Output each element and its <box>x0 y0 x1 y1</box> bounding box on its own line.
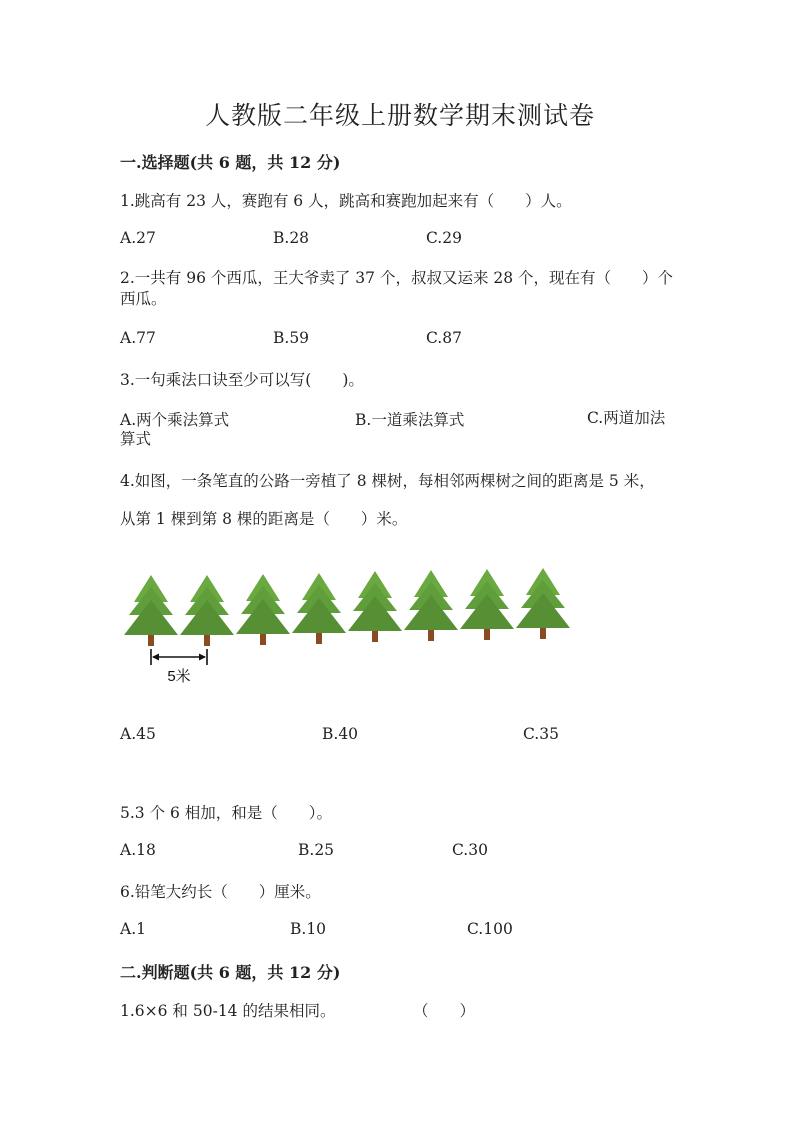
question-1: 1.跳高有 23 人，赛跑有 6 人，跳高和赛跑加起来有（ ）人。 <box>120 192 572 210</box>
question-4-line2: 从第 1 棵到第 8 棵的距离是（ ）米。 <box>120 510 408 528</box>
tree-7 <box>460 569 514 640</box>
tree-1 <box>124 575 178 646</box>
q4-option-b[interactable]: B.40 <box>322 725 359 743</box>
question-6: 6.铅笔大约长（ ）厘米。 <box>120 883 321 901</box>
tree-2 <box>180 575 234 646</box>
q3-option-a[interactable]: A.两个乘法算式 <box>120 411 230 429</box>
q3-option-c[interactable]: C.两道加法算式 <box>120 409 666 448</box>
tree-figure <box>118 560 578 690</box>
section-heading-choice: 一.选择题(共 6 题，共 12 分) <box>120 153 341 172</box>
tree-6 <box>404 570 458 641</box>
q6-option-a[interactable]: A.1 <box>120 920 146 938</box>
judge-question-1: 1.6×6 和 50-14 的结果相同。 <box>120 1002 336 1020</box>
q1-option-b[interactable]: B.28 <box>273 229 310 247</box>
q1-option-c[interactable]: C.29 <box>426 229 462 247</box>
q4-option-a[interactable]: A.45 <box>120 725 156 743</box>
tree-3 <box>236 574 290 645</box>
tree-5 <box>348 571 402 642</box>
q2-option-b[interactable]: B.59 <box>273 329 310 347</box>
question-4: 4.如图，一条笔直的公路一旁植了 8 棵树，每相邻两棵树之间的距离是 5 米， <box>120 472 655 490</box>
q2-option-c[interactable]: C.87 <box>426 329 462 347</box>
q5-option-a[interactable]: A.18 <box>120 841 156 859</box>
q5-option-c[interactable]: C.30 <box>452 841 488 859</box>
section-heading-judge: 二.判断题(共 6 题，共 12 分) <box>120 963 341 982</box>
q1-option-a[interactable]: A.27 <box>120 229 156 247</box>
q6-option-c[interactable]: C.100 <box>467 920 513 938</box>
q3-option-b[interactable]: B.一道乘法算式 <box>355 411 465 429</box>
question-3: 3.一句乘法口诀至少可以写( )。 <box>120 371 364 389</box>
tree-4 <box>292 573 346 644</box>
tree-8 <box>516 568 570 639</box>
judge-answer-blank[interactable]: （ ） <box>413 1002 476 1020</box>
q2-option-a[interactable]: A.77 <box>120 329 156 347</box>
q6-option-b[interactable]: B.10 <box>290 920 327 938</box>
page-title: 人教版二年级上册数学期末测试卷 <box>204 101 595 130</box>
question-5: 5.3 个 6 相加，和是（ ）。 <box>120 804 333 822</box>
q5-option-b[interactable]: B.25 <box>298 841 335 859</box>
distance-marker <box>151 649 207 665</box>
question-2: 2.一共有 96 个西瓜，王大爷卖了 37 个，叔叔又运来 28 个，现在有（ ）个西瓜。 <box>120 269 674 308</box>
q4-option-c[interactable]: C.35 <box>523 725 559 743</box>
distance-label: 5米 <box>167 668 191 685</box>
